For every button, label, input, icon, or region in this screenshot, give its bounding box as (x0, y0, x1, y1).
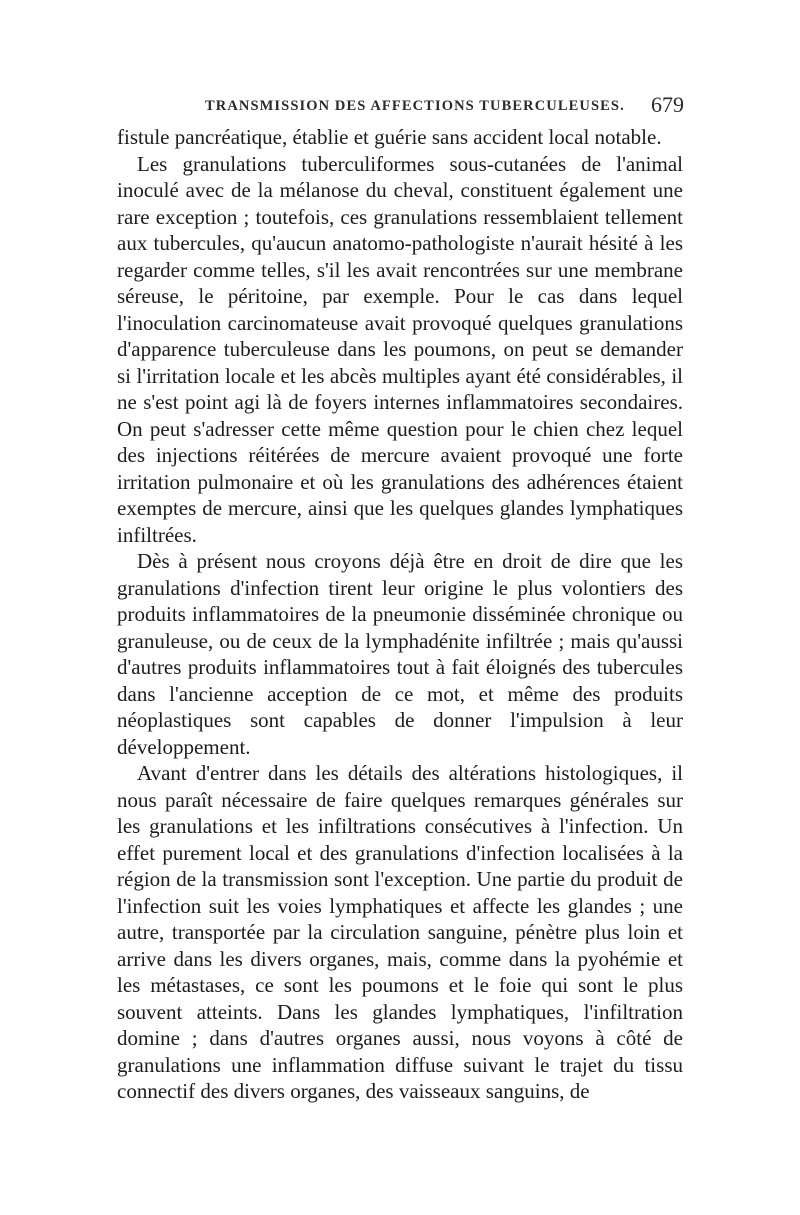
running-title: TRANSMISSION DES AFFECTIONS TUBERCULEUSES. (205, 98, 625, 114)
running-head (117, 88, 683, 122)
body-text (117, 124, 683, 1105)
paragraph-origine-granulations: Dès à présent nous croyons déjà être en droit de dire que les granulations d'infection tirent leur origine le plus volontiers des produits inflammatoires de la pneumonie disséminée chronique ou granuleuse, ou de ceux de la lymphadénite infiltrée ; mais qu'aussi d'autres produits inflammatoires tout à fait éloignés des tubercules dans l'ancienne acception de ce mot, et même des produits néoplastiques sont capables de donner l'impulsion à leur développement. (117, 549, 683, 759)
paragraph-granulations-sous-cutanees: Les granulations tuberculiformes sous-cutanées de l'animal inoculé avec de la mélanose du cheval, constituent également une rare exception ; toutefois, ces granulations ressemblaient tellement aux tubercules, qu'aucun anatomo-pathologiste n'aurait hésité à les regarder comme telles, s'il les avait rencontrées sur une membrane séreuse, le péritoine, par exemple. Pour le cas dans lequel l'inoculation carcinomateuse avait provoqué quelques granulations d'apparence tuberculeuse dans les poumons, on peut se demander si l'irritation locale et les abcès multiples ayant été considérables, il ne s'est point agi là de foyers internes inflammatoires secondaires. On peut s'adresser cette même question pour le chien chez lequel des injections réitérées de mercure avaient provoqué une forte irritation pulmonaire et où les granulations des adhérences étaient exemptes de mercure, ainsi que les quelques glandes lymphatiques infiltrées. (117, 151, 683, 547)
paragraph-continuation: fistule pancréatique, établie et guérie sans accident local notable. (117, 125, 662, 149)
page-number: 679 (651, 92, 684, 117)
paragraph-alterations-histologiques: Avant d'entrer dans les détails des altérations histologiques, il nous paraît nécessaire de faire quelques remarques générales sur les granulations et les infiltrations consécutives à l'infection. Un effet purement local et des granulations d'infection localisées à la région de la transmission sont l'exception. Une partie du produit de l'infection suit les voies lymphatiques et affecte les glandes ; une autre, transportée par la circulation sanguine, pénètre plus loin et arrive dans les divers organes, mais, comme dans la pyohémie et les métastases, ce sont les poumons et le foie qui sont le plus souvent atteints. Dans les glandes lymphatiques, l'infiltration domine ; dans d'autres organes aussi, nous voyons à côté de granulations une inflammation diffuse suivant le trajet du tissu connectif des divers organes, des vaisseaux sanguins, de (117, 761, 683, 1103)
book-page (117, 88, 683, 1105)
